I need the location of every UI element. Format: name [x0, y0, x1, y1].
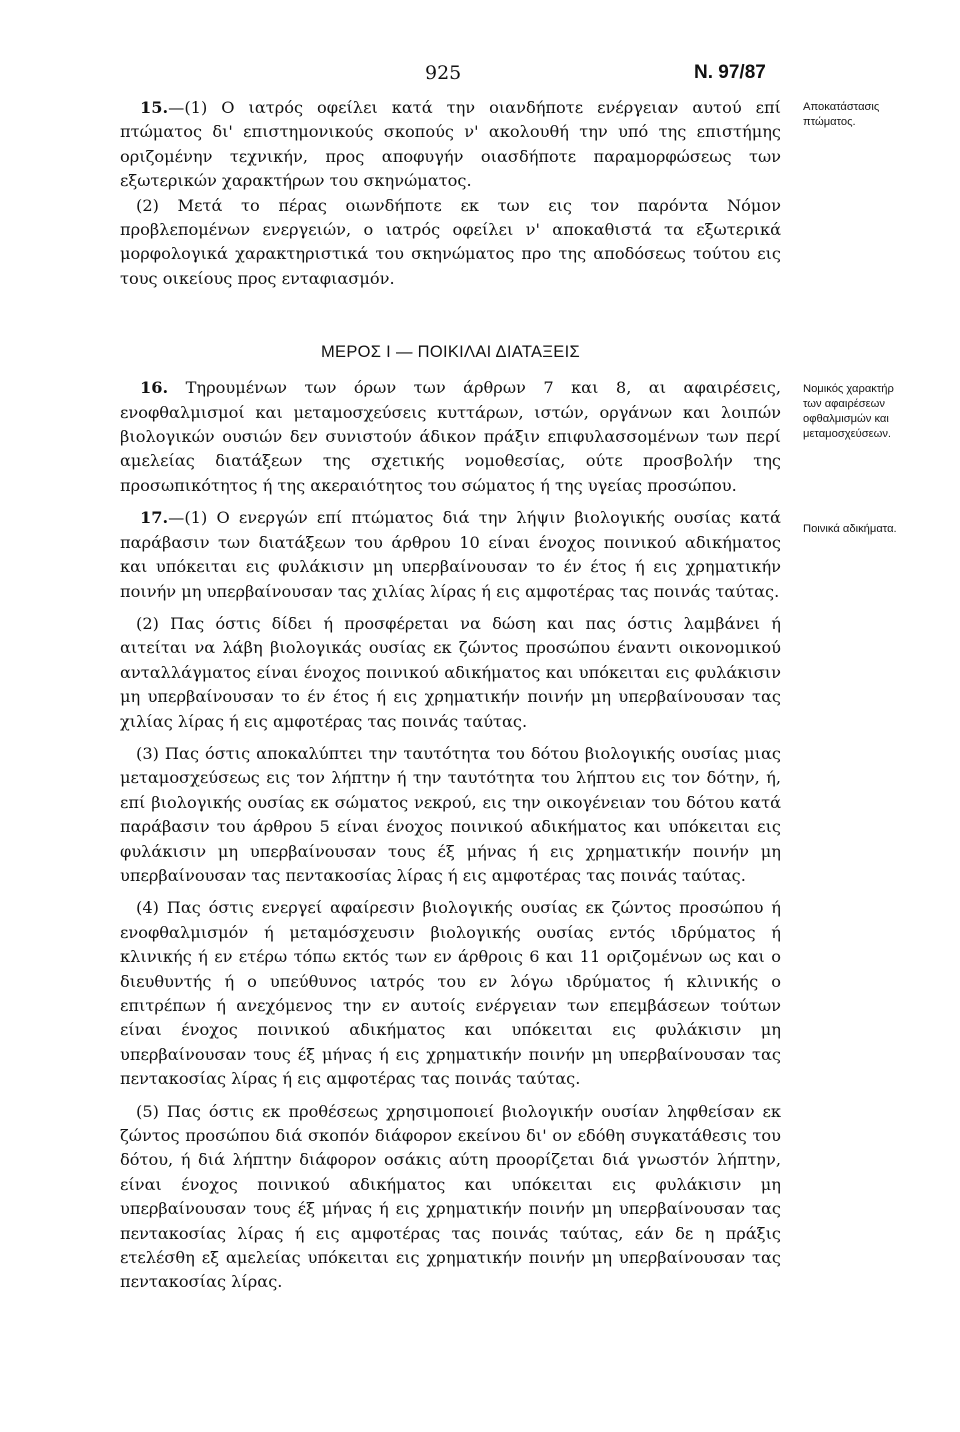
margin-note-restoration: Αποκατάστασις πτώματος. — [803, 101, 880, 128]
section-heading: ΜΕΡΟΣ Ι — ΠΟΙΚΙΛΑΙ ΔΙΑΤΑΞΕΙΣ — [321, 343, 580, 362]
article-number: 17. — [140, 508, 169, 528]
law-number: Ν. 97/87 — [694, 62, 766, 83]
page-header — [0, 62, 960, 92]
article-17-5: (5) Πας όστις εκ προθέσεως χρησιμοποιεί βιολογικήν ουσίαν ληφθείσαν εκ ζώντος προσώπου διά σκοπόν διάφορον εκείνου δι' ον εδόθη συγκατάθεσις του δότου, ή διά λήπτην διάφορον οσάκις αύτη προορίζεται διά γνωστόν λήπτην, είναι ένοχος ποινικού αδικήματος και υπόκειται εις φυλάκισιν μη υπερβαίνουσαν τους έξ μήνας ή εις χρηματικήν ποινήν μη υπερβαίνουσαν τας πεντακοσίας λίρας ή εις αμφοτέρας τας ποινάς ταύτας, εάν δε η πράξις ετελέσθη εξ αμελείας υπόκειται εις χρηματικήν ποινήν μη υπερβαίνουσαν τας πεντακοσίας λίρας. — [120, 1101, 781, 1292]
article-number: 16. — [140, 378, 169, 398]
article-16 — [120, 376, 781, 498]
margin-note-legal-nature: Νομικός χαρακτήρ των αφαιρέσεων οφθαλμισμών και μεταμοσχεύσεων. — [803, 383, 894, 440]
paragraph-text: —(1) Ο ενεργών επί πτώματος διά την λήψιν βιολογικής ουσίας κατά παράβασιν των διατάξεων του άρθρου 10 είναι ένοχος ποινικού αδικήματος και υπόκειται εις φυλάκισιν μη υπερβαίνουσαν το έν έτος ή εις χρηματικήν ποινήν μη υπερβαίνουσαν τας χιλίας λίρας ή εις αμφοτέρας τας ποινάς ταύτας. — [120, 508, 781, 601]
article-15-1 — [120, 96, 781, 194]
body-text — [120, 96, 781, 1295]
article-17-2: (2) Πας όστις δίδει ή προσφέρεται να δώση και πας όστις λαμβάνει ή αιτείται να λάβη βιολογικάς ουσίας εκ ζώντος προσώπου έναντι οικονομικού ανταλλάγματος είναι ένοχος ποινικού αδικήματος και υπόκειται εις φυλάκισιν μη υπερβαίνουσαν το έν έτος ή εις χρηματικήν ποινήν μη υπερβαίνουσαν τας χιλίας λίρας ή εις αμφοτέρας τας ποινάς ταύτας. — [120, 613, 781, 731]
paragraph-text: Τηρουμένων των όρων των άρθρων 7 και 8, αι αφαιρέσεις, ενοφθαλμισμοί και μεταμοσχεύσεις κυττάρων, ιστών, οργάνων και λοιπών βιολογικών ουσιών δεν συνιστούν άδικον πράξιν επιφυλασσομένων των περί αμελείας διατάξεων της σχετικής νομοθεσίας, ούτε προσβολήν της προσωπικότητος ή της ακεραιότητος του σώματος ή της υγείας προσώπου. — [120, 378, 781, 495]
page-number: 925 — [425, 62, 462, 84]
article-15-2: (2) Μετά το πέρας οιωνδήποτε εκ των εις τον παρόντα Νόμον προβλεπομένων ενεργειών, ο ιατρός οφείλει ν' αποκαθιστά τα εξωτερικά μορφολογικά χαρακτηριστικά του σκηνώματος προ της αποδόσεως τούτου εις τους οικείους προς ενταφιασμόν. — [120, 195, 781, 288]
article-17-3: (3) Πας όστις αποκαλύπτει την ταυτότητα του δότου βιολογικής ουσίας μιας μεταμοσχεύσεως εις τον λήπτην ή την ταυτότητα του λήπτου εις τον δότην, ή, επί βιολογικής ουσίας εκ σώματος νεκρού, εις την οικογένειαν του δότου κατά παράβασιν του άρθρου 5 είναι ένοχος ποινικού αδικήματος και υπόκειται εις φυλάκισιν μη υπερβαίνουσαν τους έξ μήνας ή εις χρηματικήν ποινήν μη υπερβαίνουσαν τας πεντακοσίας λίρας ή εις αμφοτέρας τας ποινάς ταύτας. — [120, 743, 781, 885]
article-number: 15. — [140, 98, 169, 117]
paragraph-text: —(1) Ο ιατρός οφείλει κατά την οιανδήποτε ενέργειαν αυτού επί πτώματος δι' επιστημονικούς σκοπούς ν' ακολουθή την υπό της επιστήμης οριζομένην τεχνικήν, προς αποφυγήν οιασδήποτε παραμορφώσεως των εξωτερικών χαρακτήρων του σκηνώματος. — [120, 98, 781, 191]
margin-note-criminal-offences: Ποινικά αδικήματα. — [803, 523, 897, 535]
article-17-1 — [120, 506, 781, 604]
article-17-4: (4) Πας όστις ενεργεί αφαίρεσιν βιολογικής ουσίας εκ ζώντος προσώπου ή ενοφθαλμισμόν ή μεταμόσχευσιν βιολογικής ουσίας εντός ιδρύματος ή κλινικής ή εν ετέρω τόπω εκτός των εν άρθροις 6 και 11 οριζομένων ως και ο διευθυντής ή ο υπεύθυνος ιατρός του εν λόγω ιδρύματος ή κλινικής ο επιτρέπων ή ανεχόμενος την εν αυτοίς ενέργειαν των επεμβάσεων τούτων είναι ένοχος ποινικού αδικήματος και υπόκειται εις φυλάκισιν μη υπερβαίνουσαν τους έξ μήνας ή εις χρηματικήν ποινήν μη υπερβαίνουσαν τας πεντακοσίας λίρας ή εις αμφοτέρας τας ποινάς ταύτας. — [120, 898, 781, 1089]
